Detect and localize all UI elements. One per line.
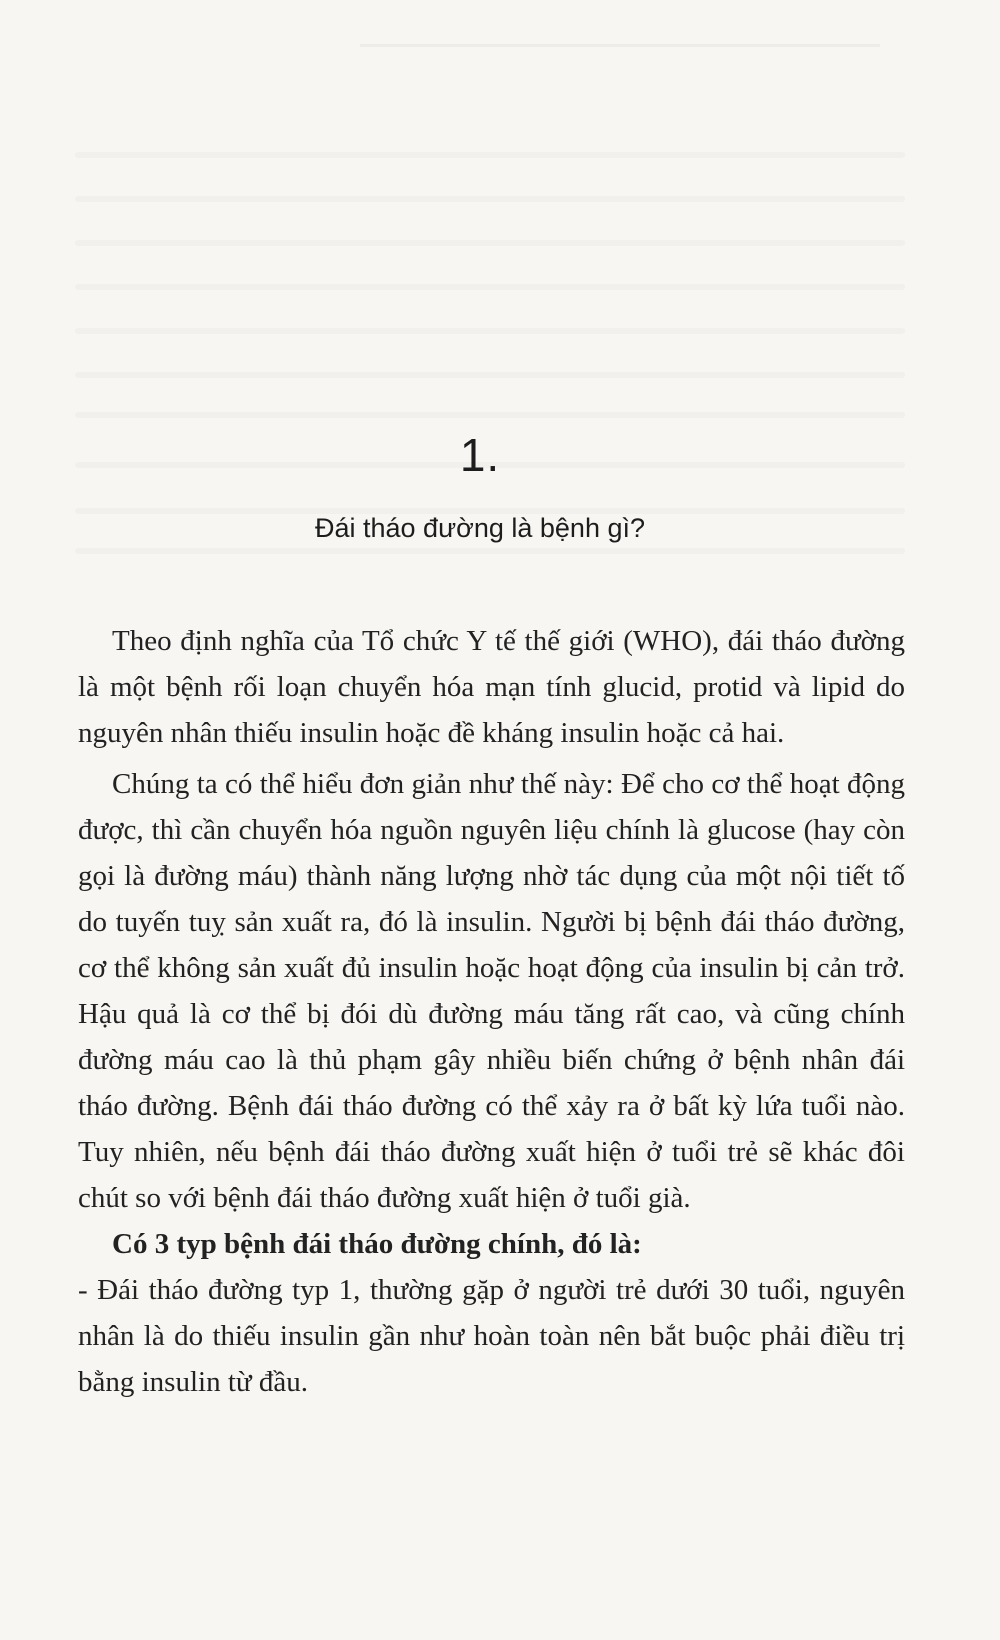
show-through-header <box>360 44 880 47</box>
paragraph-definition: Theo định nghĩa của Tổ chức Y tế thế giới (WHO), đái tháo đường là một bệnh rối loạn chuyển hóa mạn tính glucid, protid và lipid do nguyên nhân thiếu insulin hoặc đề kháng insulin hoặc cả hai. <box>78 625 905 749</box>
show-through-line <box>75 152 905 158</box>
chapter-body <box>78 618 905 1405</box>
show-through-line <box>75 240 905 246</box>
show-through-line <box>75 412 905 418</box>
list-item-type-1: - Đái tháo đường typ 1, thường gặp ở người trẻ dưới 30 tuổi, nguyên nhân là do thiếu insulin gần như hoàn toàn nên bắt buộc phải điều trị bằng insulin từ đầu. <box>78 1274 905 1398</box>
paragraph-explanation: Chúng ta có thể hiểu đơn giản như thế này: Để cho cơ thể hoạt động được, thì cần chuyển hóa nguồn nguyên liệu chính là glucose (hay còn gọi là đường máu) thành năng lượng nhờ tác dụng của một nội tiết tố do tuyến tuỵ sản xuất ra, đó là insulin. Người bị bệnh đái tháo đường, cơ thể không sản xuất đủ insulin hoặc hoạt động của insulin bị cản trở. Hậu quả là cơ thể bị đói dù đường máu tăng rất cao, và cũng chính đường máu cao là thủ phạm gây nhiều biến chứng ở bệnh nhân đái tháo đường. Bệnh đái tháo đường có thể xảy ra ở bất kỳ lứa tuổi nào. Tuy nhiên, nếu bệnh đái tháo đường xuất hiện ở tuổi trẻ sẽ khác đôi chút so với bệnh đái tháo đường xuất hiện ở tuổi già. <box>78 768 905 1214</box>
show-through-line <box>75 196 905 202</box>
types-heading: Có 3 typ bệnh đái tháo đường chính, đó là: <box>112 1228 642 1260</box>
show-through-line <box>75 548 905 554</box>
chapter-title: Đái tháo đường là bệnh gì? <box>314 513 645 543</box>
show-through-line <box>75 328 905 334</box>
show-through-line <box>75 284 905 290</box>
show-through-line <box>75 372 905 378</box>
chapter-number: 1. <box>459 429 501 481</box>
